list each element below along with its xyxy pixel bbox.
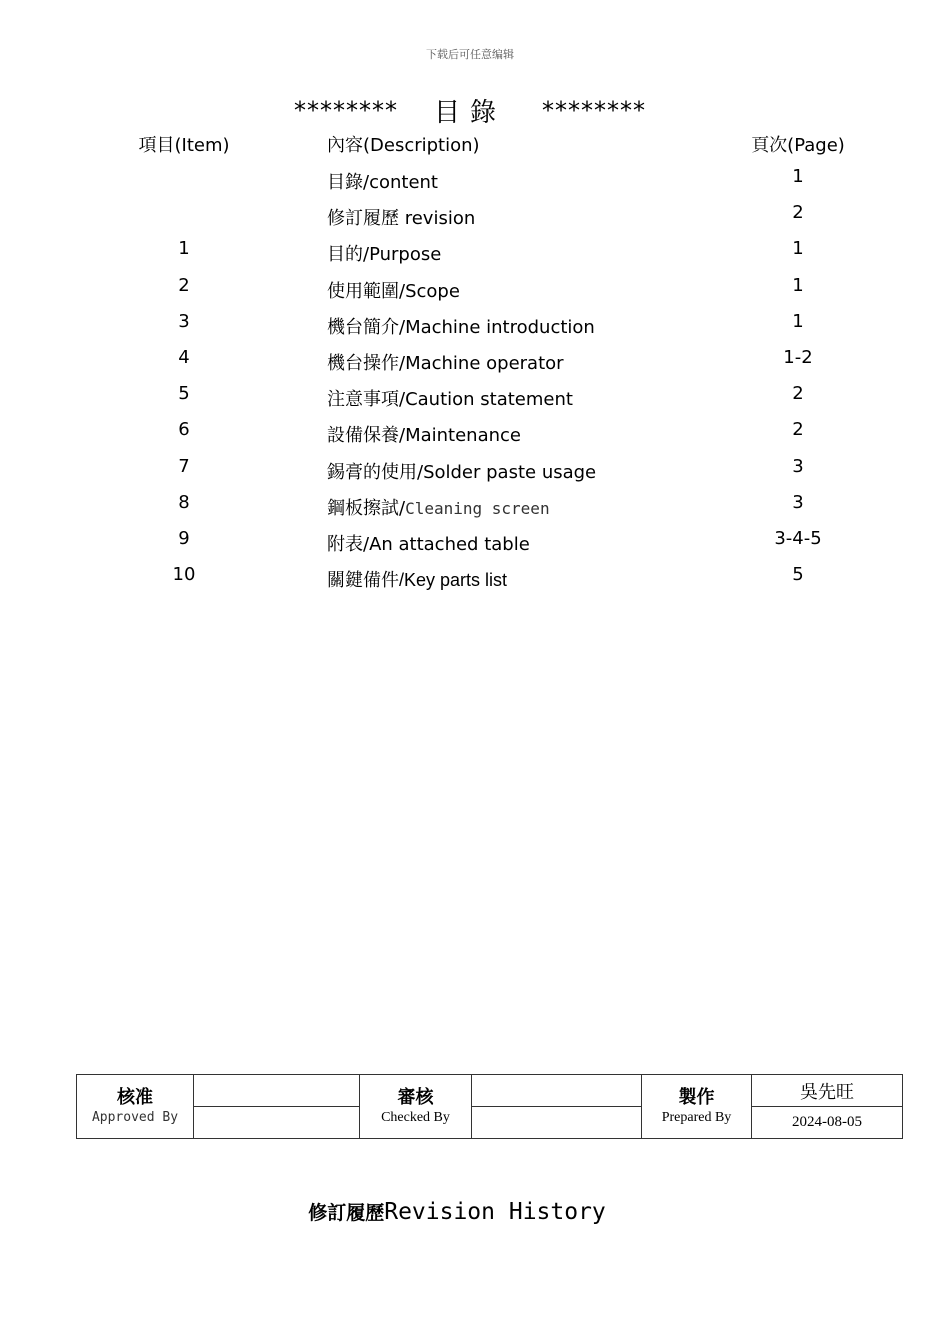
toc-description-text: 注意事項/Caution statement (327, 389, 573, 411)
toc-row (0, 166, 950, 202)
toc-page-number: 3 (792, 491, 804, 513)
toc-description-text: 鋼板擦試/ (327, 497, 406, 519)
toc-row (0, 347, 950, 383)
toc-description-text: 錫膏的使用/Solder paste usage (327, 461, 597, 483)
toc-page-number: 1 (792, 310, 804, 332)
toc-description-text: 機台簡介/Machine introduction (327, 316, 595, 338)
toc-row (0, 492, 950, 528)
toc-description-text: 目的/Purpose (327, 244, 442, 266)
toc-description-tail: Cleaning screen (405, 498, 550, 518)
toc-description (327, 458, 596, 484)
checked-signature-cell[interactable] (472, 1075, 642, 1107)
toc-title-text: 目錄 (433, 98, 506, 128)
checked-label-en: Checked By (381, 1109, 450, 1125)
toc-page-number: 2 (792, 419, 804, 441)
prepared-date-cell: 2024-08-05 (752, 1107, 903, 1139)
toc-description (327, 494, 550, 520)
approved-signature-cell[interactable] (194, 1075, 360, 1107)
toc-item-number: 6 (178, 419, 190, 441)
header-watermark: 下载后可任意编辑 (426, 48, 514, 61)
revision-title-cn: 修訂履歷 (308, 1202, 385, 1224)
approved-label-en: Approved By (91, 1109, 179, 1125)
toc-description-text: 目錄/content (327, 172, 438, 193)
toc-description-text: 關鍵備件/Key parts list (327, 570, 508, 591)
checked-date-cell[interactable] (472, 1107, 642, 1139)
revision-title-en: Revision History (384, 1199, 606, 1225)
toc-page-number: 1 (792, 238, 804, 260)
toc-page-number: 1-2 (783, 347, 813, 368)
toc-title-stars-left: ******** (293, 96, 398, 125)
toc-description-text: 附表/An attached table (327, 534, 530, 555)
approved-label-cell (77, 1075, 194, 1139)
toc-item-number: 9 (178, 528, 190, 549)
toc-page-number: 2 (792, 202, 804, 224)
prepared-label-cell (642, 1075, 752, 1139)
checked-label-cell (360, 1075, 472, 1139)
toc-description (327, 277, 460, 303)
toc-description (327, 566, 507, 592)
toc-item-number: 7 (178, 455, 190, 477)
toc-description (327, 204, 475, 230)
toc-row (0, 202, 950, 238)
toc-description-text: 機台操作/Machine operator (327, 353, 564, 374)
toc-description (327, 385, 573, 411)
toc-row (0, 528, 950, 564)
toc-row (0, 275, 950, 311)
toc-description (327, 530, 530, 556)
checked-label-cn: 審核 (397, 1086, 434, 1108)
toc-description-text: 修訂履歷 revision (327, 208, 476, 230)
toc-item-number: 2 (178, 274, 190, 296)
toc-header-description: 內容(Description) (327, 135, 480, 156)
toc-title-stars-right: ******** (542, 96, 646, 125)
toc-row (0, 419, 950, 455)
toc-row (0, 456, 950, 492)
toc-item-number: 1 (178, 238, 190, 260)
approved-label-cn: 核准 (117, 1086, 153, 1108)
toc-header-page: 頁次(Page) (751, 135, 845, 156)
toc-page-number: 1 (792, 166, 804, 187)
toc-row (0, 383, 950, 419)
toc-row (0, 238, 950, 274)
toc-row (0, 564, 950, 600)
toc-page-number: 3-4-5 (774, 528, 822, 549)
revision-history-title (0, 1198, 914, 1225)
toc-description (327, 240, 441, 266)
toc-description (327, 313, 595, 339)
toc-page-number: 5 (792, 564, 804, 586)
prepared-label-cn: 製作 (678, 1086, 715, 1108)
toc-item-number: 3 (178, 310, 190, 332)
toc-item-number: 8 (178, 491, 190, 513)
toc-description-text: 使用範圍/Scope (327, 280, 460, 302)
toc-title (0, 92, 940, 129)
toc-item-number: 5 (178, 383, 190, 405)
prepared-name-cell: 吳先旺 (752, 1075, 903, 1107)
toc-page-number: 3 (792, 455, 804, 477)
toc-item-number: 10 (172, 564, 196, 586)
toc-page-number: 1 (792, 274, 804, 296)
approved-date-cell[interactable] (194, 1107, 360, 1139)
toc-description (327, 168, 438, 194)
toc-description (327, 421, 521, 447)
toc-description-text: 設備保養/Maintenance (327, 425, 521, 447)
toc-page-number: 2 (792, 383, 804, 405)
toc-header-item: 項目(Item) (138, 135, 230, 156)
toc-row (0, 311, 950, 347)
prepared-label-en: Prepared By (661, 1109, 732, 1125)
toc-description (327, 349, 564, 375)
signoff-table (76, 1074, 903, 1139)
toc-item-number: 4 (178, 347, 190, 368)
